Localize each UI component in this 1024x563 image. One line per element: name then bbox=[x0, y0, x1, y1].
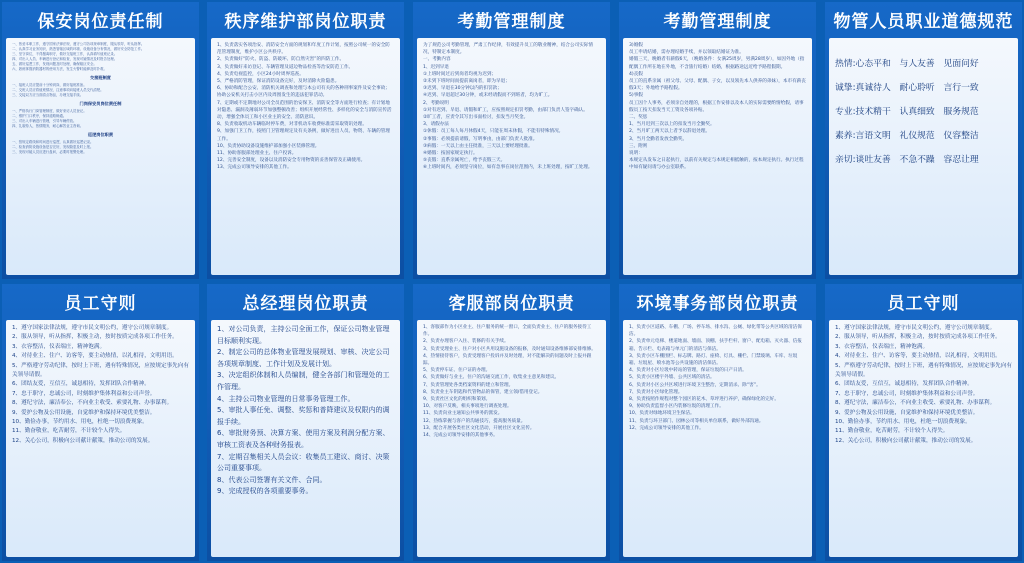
rule-line: 8、遵纪守法，廉洁奉公，不向业主收受、索要礼物、办事谋利。 bbox=[12, 400, 173, 407]
rule-line: 4、对待业主、住户、访客等，要主动热情，以礼相待，文明用语。 bbox=[835, 353, 1001, 360]
rule-line: 12、关心公司，积极向公司献计献策，推动公司的发展。 bbox=[835, 437, 977, 444]
rule-line: 2、当月旷工两天以上者予以辞退处理。 bbox=[629, 129, 711, 135]
rule-line: 5、负责停车证、住户证的办理。 bbox=[423, 368, 491, 374]
rule-line: 说明： bbox=[629, 151, 643, 157]
panel-body bbox=[6, 38, 195, 275]
rule-line: 二、检查消防设施设备是否完好，发现隐患及时上报。 bbox=[12, 145, 94, 149]
rule-line: 2、服从领导，听从指挥，积极主动，按时按质完成各项工作任务。 bbox=[12, 334, 178, 341]
rule-line: 7、忠于职守，忠诚公司，时刻维护集体利益和公司声誉。 bbox=[12, 390, 156, 397]
panel-title: 环境事务部岗位职责 bbox=[636, 293, 799, 314]
panel-title: 考勤管理制度 bbox=[457, 11, 566, 32]
rule-line: ①上班时间过后到岗者均视为迟到； bbox=[423, 71, 497, 77]
poster-panel bbox=[413, 2, 610, 279]
rule-line: 4、负责对小区垃圾中转站的管理，保证垃圾的日产日清。 bbox=[629, 368, 747, 374]
rule-line: 一、按规定路线和时间进行巡逻，认真做好巡逻记录。 bbox=[12, 140, 94, 144]
rule-line: ⑥上班时间内，必须坚守岗位，如有急事在岗位范围内，未上班处理，按旷工处理。 bbox=[423, 165, 593, 171]
rule-line: 三、附则 bbox=[629, 143, 648, 149]
rule-line: 13、完成公司领导安排的其他工作。 bbox=[217, 165, 292, 171]
rule-line: 6、协助和配合公安、消防机关调查和处理与本公司有关的各种刑事案件及安全事故；协助公安机关打击小区内及周围发生的违法犯罪活动。 bbox=[217, 86, 390, 99]
poster-panel bbox=[825, 2, 1022, 279]
rule-line: 3、衣容整洁，仪表端庄，精神饱满。 bbox=[12, 343, 106, 350]
panel-body bbox=[623, 320, 812, 557]
rule-line: 4)丧假 bbox=[629, 71, 643, 77]
rule-line: 4、热情接待客户，负责受理客户投诉并及时处理，对不能解决的问题及时上报并跟踪。 bbox=[423, 353, 592, 367]
rule-line: 1、负责小区道路、车棚、广场、停车场、排水沟、公厕、绿化带等公共区域的清洁保洁。 bbox=[629, 325, 802, 338]
rule-line: ②未到下班时间而提前离岗者，即为早退； bbox=[423, 79, 510, 85]
rule-line: 亲切:谈吐友善 不急不躁 容忍让理 bbox=[835, 155, 979, 165]
rule-line: 3、请假办法 bbox=[423, 122, 449, 128]
rule-line: ④婚假：按国家规定执行。 bbox=[423, 151, 478, 157]
rule-line: 四、对出入人员、车辆进行登记和检查，发现可疑情况及时报告处理。 bbox=[12, 57, 118, 61]
rule-line: ④迟到、早退超过30分钟，或未经请假而不到班者，均为旷工。 bbox=[423, 93, 553, 99]
panel-title: 员工守则 bbox=[64, 293, 137, 314]
rule-line: 5、严格消防管理，保证消防设备完好，及时消除火险隐患。 bbox=[217, 79, 340, 85]
rule-line: 11、负责向业主通知公共事务的派发。 bbox=[423, 411, 503, 417]
rule-line: 本规定从发布之日起执行，以前有关规定与本规定相抵触的，按本规定执行。执行过程中如有疑问请与办公室联系。 bbox=[629, 158, 804, 171]
panel-body bbox=[829, 320, 1018, 557]
rule-line: 10、对客户反映，相关事项进行调查处理。 bbox=[423, 404, 512, 410]
rule-line: 1、遵守国家法律法规，遵守市民文明公约，遵守公司规章制度。 bbox=[12, 325, 173, 331]
rule-line: 3、决定组织体制和人员编制，健全各部门和管理处的工作管理。 bbox=[217, 371, 390, 391]
rule-line: 9、负责社区文化的组织和策划。 bbox=[423, 397, 491, 403]
poster-panel bbox=[207, 2, 404, 279]
rule-line: ②旷工者，应责令其写出书面检讨，扣发当月奖金。 bbox=[423, 115, 529, 121]
rule-line: 5、严格遵守劳动纪律，按时上下班，遇有特殊情况，应按规定事先向有关领导请假。 bbox=[12, 362, 189, 379]
rule-line: 9、爱护公物及公用设施，自觉维护和保持环境优美整洁。 bbox=[12, 409, 156, 416]
rule-line: 1、遵守国家法律法规，遵守市民文明公约，遵守公司规章制度。 bbox=[835, 325, 996, 331]
rule-line: 7、负责管理处各类档案资料的建立和管理。 bbox=[423, 382, 514, 388]
rule-line: 6、团结友爱，互信互，诚恳相待，发挥团队合作精神。 bbox=[12, 381, 150, 388]
rule-line: 为了规范公司考勤管理，严肃工作纪律，有效提升员工的敬业精神，结合公司实际情况，特制定本制度。 bbox=[423, 43, 593, 56]
poster-panel bbox=[413, 284, 610, 561]
rule-line: 8、负责业主车钥匙和代管物品的保管，建立领/借用登记。 bbox=[423, 389, 543, 395]
rule-line: 一、接班人员应提前十分钟到岗，做好接班准备。 bbox=[12, 83, 87, 87]
rule-line: 10、负责对绿地环境卫生保洁。 bbox=[629, 411, 695, 417]
rule-line: 六、熟练掌握消防器材的使用方法，发生火警时能够及时扑救。 bbox=[12, 67, 107, 71]
rule-line: 3、衣容整洁，仪表端庄，精神饱满。 bbox=[835, 343, 929, 350]
rule-line: 1、对公司负责，主持公司全面工作，保证公司物业管理目标顺利实现。 bbox=[217, 325, 390, 345]
panel-body bbox=[211, 38, 400, 275]
panel-body bbox=[417, 38, 606, 275]
rule-line: 7、忠于职守，忠诚公司，时刻维护集体利益和公司声誉。 bbox=[835, 390, 979, 397]
rule-line: 2、服从领导，听从指挥，积极主动，按时按质完成各项工作任务。 bbox=[835, 334, 1001, 341]
rule-line: 3、负责小区车棚围栏、标志牌、路灯、座椅、灯具、栅栏、门禁玻璃、车库、垃圾箱、垃圾屋、喷水池等公共设施的清洁保洁。 bbox=[629, 353, 798, 367]
rule-line: 5)事假 bbox=[629, 93, 643, 99]
rule-line: 一、严格执行门岗管理制度，做好来访人员登记。 bbox=[12, 109, 87, 113]
poster-panel bbox=[2, 284, 199, 561]
rule-line: 11、负责与环卫部门、园林公司等相关单位联系，做好外部沟通。 bbox=[629, 418, 764, 424]
rule-line: 员工因个人事务，必须亲自处理的，根据工作安排以及本人的实际需要酌情给假，请事假员工按天扣发当天工资及各项补贴。 bbox=[629, 100, 804, 113]
rule-line: 四、礼貌待人，热情服务，耐心解答业主咨询。 bbox=[12, 124, 84, 128]
panel-body bbox=[211, 320, 400, 557]
rule-line: 5、负责小区楼宇外墙、公共区域的清洁。 bbox=[629, 375, 715, 381]
rule-line: ⑤丧假：直系亲属死亡，给予丧假三天。 bbox=[423, 158, 506, 164]
rule-line: 一、热爱本职工作，遵守国家法律法规，遵守公司各项规章制度，服从领导，听从指挥。 bbox=[12, 42, 145, 46]
rule-line: 三、交接双方应当面清点物品，办理交接手续。 bbox=[12, 93, 84, 97]
rule-line: 6、负责对小区公共区域进行环境卫生整治，定期消杀、除“害”。 bbox=[629, 382, 761, 388]
section-heading: 巡逻岗位职责 bbox=[87, 132, 114, 137]
rule-line: 婚假三天，晚婚者有薪假6天，（晚婚条件：女满25周岁，男满28周岁），如因外地（指配偶工作所在地在外地，不含旅行结婚）结婚，根据路途远近给予路程假期。 bbox=[629, 57, 805, 70]
poster-panel bbox=[619, 2, 816, 279]
rule-line: 10、勤俭办事，节约用水、用电，杜绝一切浪费现象。 bbox=[12, 419, 148, 426]
rule-line: 4、主持公司物业管理的日常事务管理工作。 bbox=[217, 394, 355, 403]
panel-title: 物管人员职业道德规范 bbox=[833, 11, 1014, 32]
rule-line: 13、配合开展各类社区文化活动，开展社区文化宣传。 bbox=[423, 425, 535, 431]
rule-line: 3、负责受理业主、住户对小区共用设施设备的报修，及时通知设备维修部安排维修。 bbox=[423, 346, 596, 352]
rule-line: 7、负责对小区绿化管理。 bbox=[629, 389, 683, 395]
rule-line: 1、迟到早退 bbox=[423, 64, 449, 70]
rule-line: 8、遵纪守法，廉洁奉公，不向业主收受、索要礼物、办事谋利。 bbox=[835, 400, 996, 407]
poster-panel bbox=[2, 2, 199, 279]
rule-line: 员工的直系亲属（祖父母、父母、配偶、子女，以及领先本人供养的弟妹），本市有薪丧假3天；外地给予路程假。 bbox=[629, 79, 806, 92]
panel-body bbox=[623, 38, 812, 275]
rule-line: 6、团结友爱，互信互，诚恳相待，发挥团队合作精神。 bbox=[835, 381, 973, 388]
rule-line: 2、负责做好“防火、防盗、防破坏、防自然灾害”的四防工作。 bbox=[217, 57, 345, 63]
rule-line: 3)婚假 bbox=[629, 43, 643, 48]
rule-line: 11、协助客服部处理业主、住户投诉。 bbox=[217, 151, 297, 157]
rule-line: 12、热练掌握与客户的沟通技巧，提高服务质量。 bbox=[423, 418, 526, 424]
panel-title: 考勤管理制度 bbox=[663, 11, 772, 32]
rule-line: 11、勤奋敬业，吃苦耐劳，不计较个人得失。 bbox=[12, 428, 126, 435]
rule-line: 9、加强门卫工作，按照门卫管理规定及有关条例，做好进出人员、物资、车辆的管理工作。 bbox=[217, 129, 390, 142]
rule-line: 二、认真学习业务知识，熟悉管辖区域的环境、设施设备分布情况，做好安全防范工作。 bbox=[12, 47, 145, 51]
rule-line: 诚挚:真诚待人 耐心聆听 言行一致 bbox=[835, 83, 979, 93]
panel-body bbox=[417, 320, 606, 557]
section-heading: 交接班制度 bbox=[90, 75, 111, 80]
rule-line: 二、奖惩 bbox=[629, 115, 648, 121]
rule-line: 6、审批财务预、决算方案、使用方案及利润分配方案、审核工资表及各种财务报表。 bbox=[217, 429, 390, 449]
rule-line: 4、负责电视监控，小区24小时周界巡查。 bbox=[217, 71, 304, 77]
rule-line: ③迟到、早退在30分钟以内的扣罚款； bbox=[423, 86, 502, 92]
rule-line: 2、负责单元电梯、楼道地面、墙面、顶棚、扶手栏杆、窗户、配电箱、灭火器、信报箱、告示栏、电表箱与单元门的清洁与保洁。 bbox=[629, 339, 802, 352]
rule-line: 1、客服部作为小区业主、住户服务的统一窗口，全面负责业主、住户的服务接待工作。 bbox=[423, 325, 592, 338]
rule-line: 8、负责收取机动车辆临时停车费，对非机动车收费标准需采取资讯处理。 bbox=[217, 122, 367, 128]
rule-line: 11、勤奋敬业，吃苦耐劳，不计较个人得失。 bbox=[835, 428, 949, 435]
rule-line: 3、当月全勤者发放全勤奖。 bbox=[629, 136, 688, 142]
poster-panel bbox=[619, 284, 816, 561]
rule-line: 8、负责按照作规程对整个园区的花木、草坪进行养护，确保绿化的完好。 bbox=[629, 397, 779, 403]
rule-line: 6、负责做好与业主、住户的沟通交流工作，收集业主意见和建议。 bbox=[423, 375, 560, 381]
panel-title: 保安岗位责任制 bbox=[37, 11, 164, 32]
rule-line: 8、代表公司签署有关文件、合同。 bbox=[217, 475, 327, 484]
rule-line: 专业:技术精干 认真细致 服务规范 bbox=[835, 107, 979, 117]
rule-line: 二、维护门口秩序，保持道路畅通。 bbox=[12, 114, 67, 118]
rule-line: 2、制定公司的总体物业管理发展规划、审核、决定公司各项规章制度、工作计划及发展计划。 bbox=[217, 348, 390, 368]
rule-line: 1、负责落实各项治安、消防安全方面的规划和年度工作计划，按照公司统一的安全防范管理制度，维护小区公共秩序。 bbox=[217, 43, 390, 56]
panel-body bbox=[829, 38, 1018, 275]
rule-line: 5、审批人事任免、调整、奖惩和普降建议及权限内的调报手续。 bbox=[217, 406, 390, 426]
poster-panel bbox=[825, 284, 1022, 561]
panel-body bbox=[6, 320, 195, 557]
rule-line: 2、负责办理客户入住、装修的有关手续。 bbox=[423, 339, 509, 345]
rule-line: 9、爱护公物及公用设施，自觉维护和保持环境优美整洁。 bbox=[835, 409, 979, 416]
rule-line: 10、勤俭办事，节约用水、用电，杜绝一切浪费现象。 bbox=[835, 419, 971, 426]
rule-line: 一、考勤内容 bbox=[423, 57, 451, 63]
rule-line: 三、发现可疑人员应进行盘问，必要时报警处理。 bbox=[12, 150, 87, 154]
rule-line: ①休假：员工每人每月休假4天，只能在周末休假，不能有特殊情况。 bbox=[423, 129, 564, 135]
rule-line: 10、负责协助设备设施维护部加强小区装修管理。 bbox=[217, 143, 320, 149]
section-heading: 门岗保安员岗位责任制 bbox=[79, 101, 122, 106]
rule-line: 5、严格遵守劳动纪律，按时上下班，遇有特殊情况，应按规定事先向有关领导请假。 bbox=[835, 362, 1012, 379]
rule-line: ②事假：必须提前请假，写明事由，由部门负责人批准。 bbox=[423, 136, 538, 142]
rule-line: 2、考勤说明 bbox=[423, 100, 449, 106]
panel-title: 秩序维护部岗位职责 bbox=[224, 11, 387, 32]
panel-title: 总经理岗位职责 bbox=[242, 293, 369, 314]
rule-line: 3、负责做好来访登记、车辆管理及道边物品检查等治安防范工作。 bbox=[217, 64, 354, 70]
rule-line: 7、定期或不定期地对公司全员范围的治安保卫、消防安全等方面进行检查；有计划地对隐患、漏洞及薄弱环节加强整顿改善；组织开展经常性、多样化的安全与消防宣传活动，增强全体员工和小区业主的安全、消防意识。 bbox=[217, 100, 392, 121]
rule-line: 热情:心态平和 与人友善 见面问好 bbox=[835, 59, 979, 69]
rule-line: 1、当月迟到三次以上的扣发当月全勤奖。 bbox=[629, 122, 715, 128]
rule-line: 三、坚守岗位，不得擅离职守，做好交接班工作，认真填写值班记录。 bbox=[12, 52, 118, 56]
rule-line: 12、完善安全制度，设备以及消防安全专用物资的妥善保管及正确使用。 bbox=[217, 158, 366, 164]
rule-line: 12、关心公司，积极向公司献计献策，推动公司的发展。 bbox=[12, 437, 154, 444]
rule-line: 4、对待业主、住户、访客等，要主动热情，以礼相待，文明用语。 bbox=[12, 353, 178, 360]
rule-line: 7、定期召集相关人员会议：收集员工建议、商讨、决策公司重要事项。 bbox=[217, 452, 390, 473]
panel-title: 客服部岗位职责 bbox=[448, 293, 575, 314]
rule-line: 员工申请结婚，需办理结婚手续，并以领取结婚证为准。 bbox=[629, 50, 744, 56]
rule-line: 五、做好巡逻工作，发现问题及时处理，确保辖区安全。 bbox=[12, 62, 97, 66]
rule-line: ①对有迟到、早退、请假和旷工，应按照规定扣罚考勤，由部门负责人签字确认。 bbox=[423, 107, 588, 113]
poster-panel bbox=[207, 284, 404, 561]
rule-line: 12、完成公司领导安排的其他工作。 bbox=[629, 425, 704, 431]
rule-line: 9、协助负责监督小区内装修垃圾的清理工作。 bbox=[629, 404, 724, 410]
rule-line: 14、完成公司领导安排的其他事务。 bbox=[423, 433, 498, 439]
rule-line: 二、交班人员应将值班情况、注意事项向接班人员交代清楚。 bbox=[12, 88, 104, 92]
rule-line: 素养:言语文明 礼仪规范 仪容整洁 bbox=[835, 131, 979, 141]
rule-line: 9、完成授权的各项重要事务。 bbox=[217, 487, 313, 496]
panel-title: 员工守则 bbox=[887, 293, 960, 314]
rule-line: ③病假：一天以上由主任批准，三天以上要经理批准。 bbox=[423, 143, 533, 149]
rule-line: 三、对出入车辆进行管理，引导车辆停放。 bbox=[12, 119, 77, 123]
